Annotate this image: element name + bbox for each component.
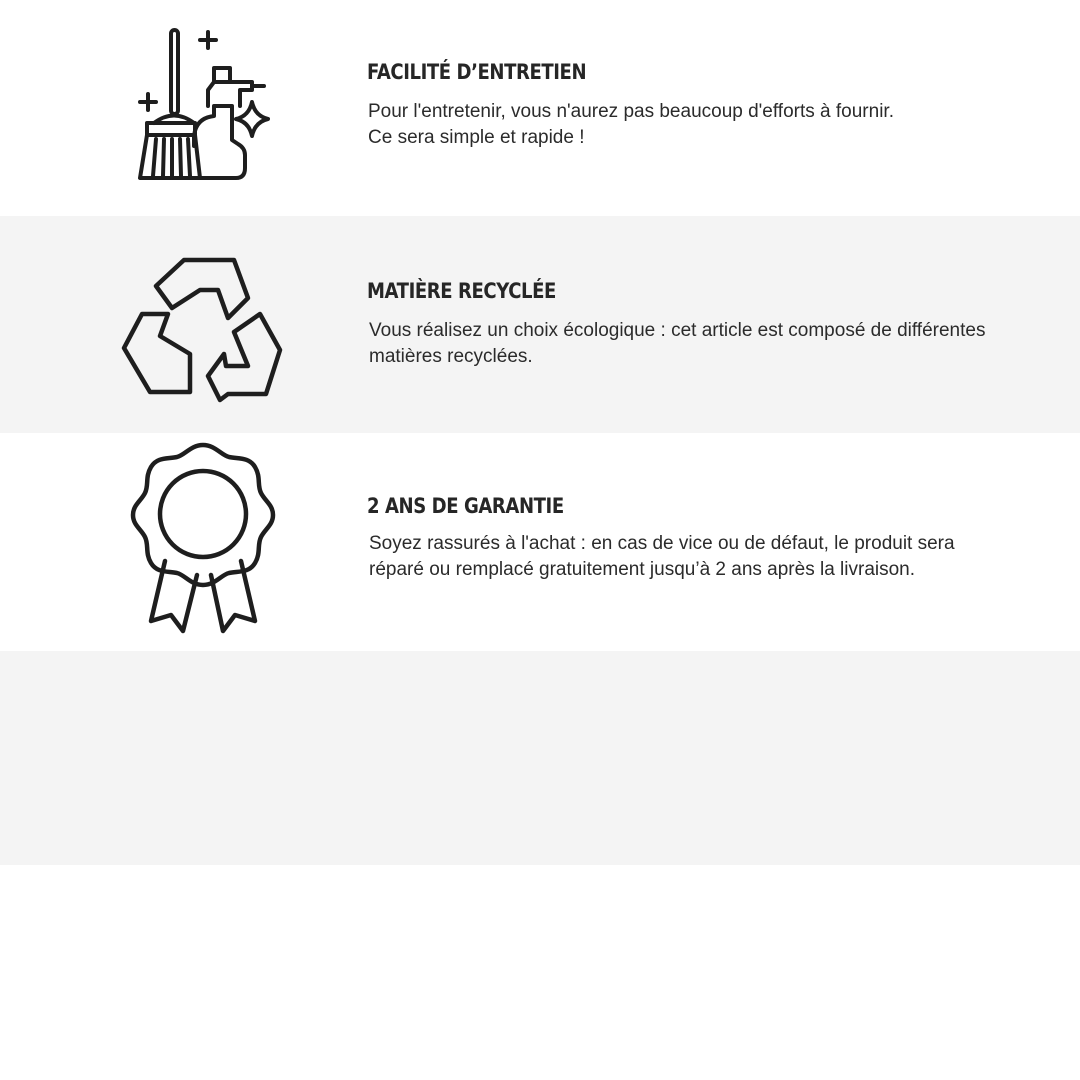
feature-description-easy-care [368,99,894,150]
broom-spray-cleaning-icon [128,24,278,186]
empty-band-bottom [0,865,1080,1080]
feature-title-warranty: 2 ANS DE GARANTIE [367,494,564,518]
feature-description-line: Soyez rassurés à l'achat : en cas de vice ou de défaut, le produit sera [369,533,955,554]
feature-description-warranty [369,531,955,582]
empty-band [0,651,1080,865]
feature-description-line: réparé ou remplacé gratuitement jusqu’à 2 ans après la livraison. [369,558,916,580]
recycle-icon [120,256,282,402]
feature-title-recycled: MATIÈRE RECYCLÉE [367,279,556,303]
feature-description-line: matières recyclées. [369,345,533,367]
feature-description-line: Vous réalisez un choix écologique : cet article est composé de différentes [369,320,986,341]
feature-description-line: Ce sera simple et rapide ! [368,126,585,148]
award-rosette-icon [131,443,275,635]
feature-description-line: Pour l'entretenir, vous n'aurez pas beaucoup d'efforts à fournir. [368,101,894,122]
feature-title-easy-care: FACILITÉ D’ENTRETIEN [367,60,587,84]
feature-description-recycled [369,318,985,369]
